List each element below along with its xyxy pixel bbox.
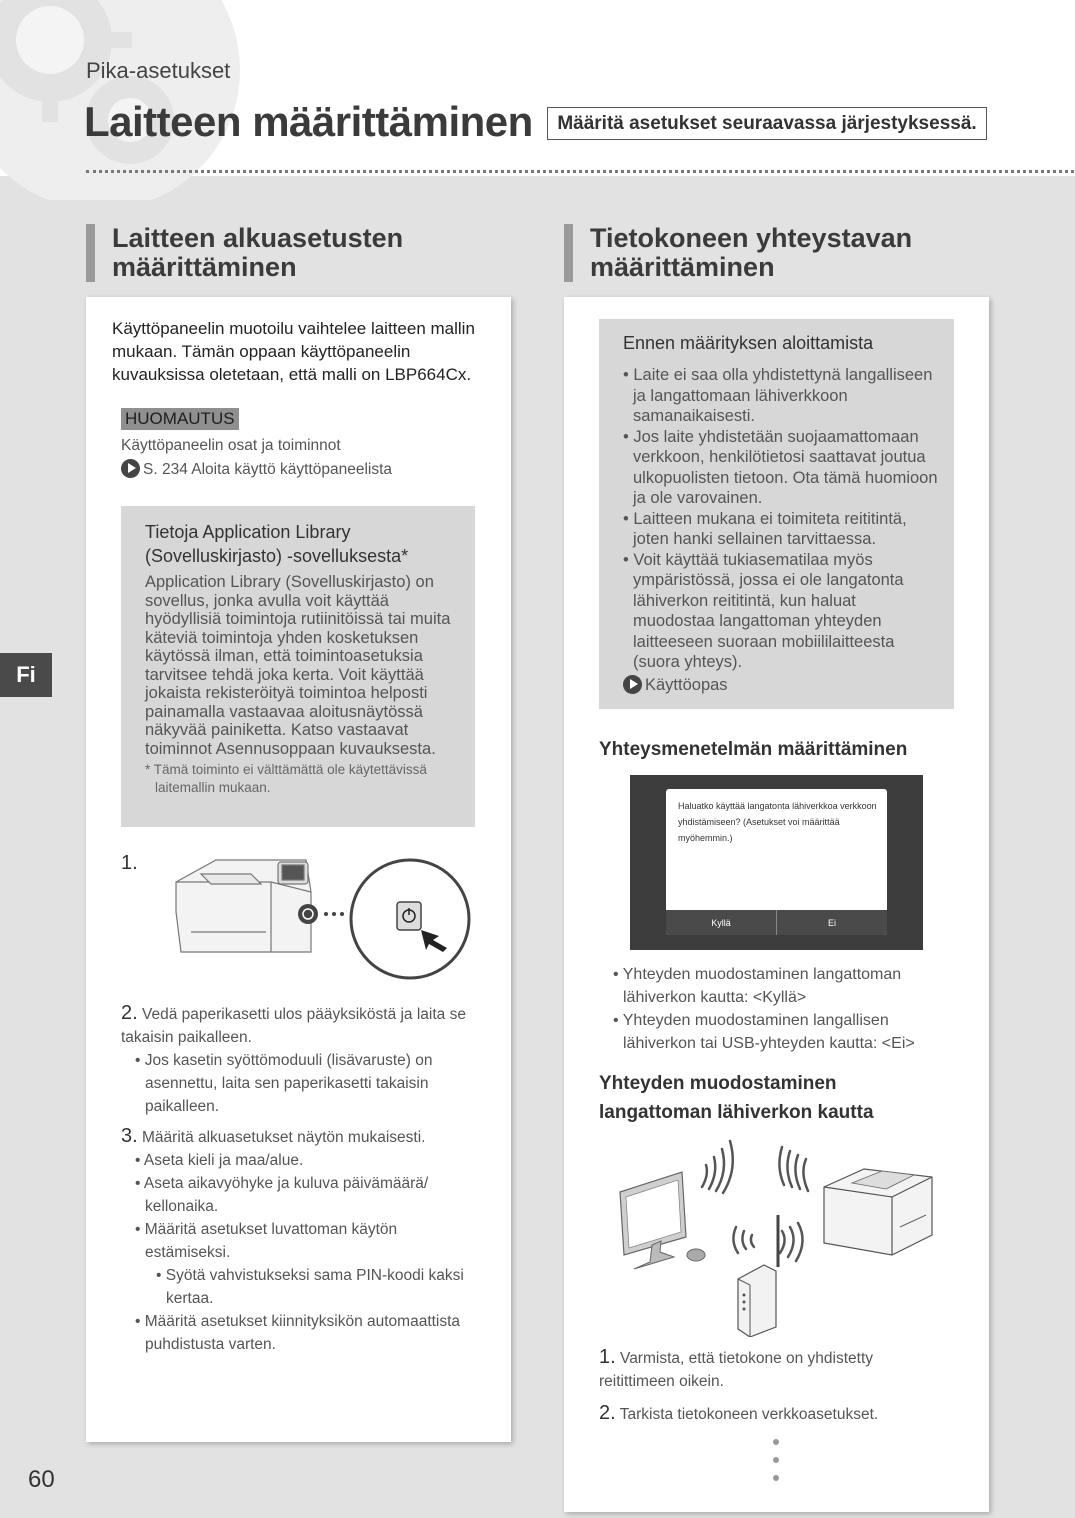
wifi-waves-icon	[702, 1141, 808, 1261]
yes-button[interactable]: Kyllä	[711, 917, 731, 928]
wireless-lan-dialog	[666, 789, 887, 935]
application-library-box	[121, 506, 475, 827]
dialog-question-line2: yhdistämiseen? (Asetukset voi määrittää myöhemmin.)	[678, 817, 840, 843]
right-heading-line2: määrittäminen	[590, 252, 775, 282]
wireless-lan-heading-line1: Yhteyden muodostaminen	[599, 1073, 837, 1094]
page-kicker: Pika-asetukset	[86, 58, 231, 83]
note-block	[121, 408, 392, 482]
note-text: Käyttöpaneelin osat ja toiminnot	[121, 437, 341, 454]
before-setup-bullet: • Jos laite yhdistetään suojaamattomaan verkkoon, henkilötietosi saattavat joutua ulkopuolisten tietoon. Ota tämä huomioon ja ole varovainen.	[623, 427, 938, 507]
page-number: 60	[28, 1466, 55, 1493]
note-reference-text: S. 234 Aloita käyttö käyttöpaneelista	[143, 461, 393, 478]
before-setup-bullet: • Laitteen mukana ei toimiteta reititintä, joten hanki sellainen tarvittaessa.	[623, 509, 907, 548]
connection-method-heading: Yhteysmenetelmän määrittäminen	[599, 739, 908, 760]
printer-icon	[176, 860, 311, 952]
user-guide-reference[interactable]	[623, 675, 938, 696]
monitor-icon	[620, 1172, 705, 1269]
right-section-heading	[564, 224, 912, 282]
left-heading-line1: Laitteen alkuasetusten	[112, 223, 404, 253]
before-setup-bullet: • Voit käyttää tukiasematilaa myös ympäristössä, jossa ei ole langatonta lähiverkon reititintä, kun haluat muodostaa langattoman yhteyden laitteeseen suoraan mobiililaitteesta (suora yhteys).	[623, 550, 904, 671]
control-panel-screen	[630, 775, 923, 950]
step-1-number: 1.	[121, 852, 138, 874]
connection-method-list	[613, 963, 933, 1055]
arrow-circle-icon	[121, 459, 140, 478]
printer-power-illustration	[171, 852, 471, 982]
wireless-step-2-number: 2.	[599, 1402, 616, 1424]
intro-text: Käyttöpaneelin muotoilu vaihtelee laitteen mallin mukaan. Tämän oppaan käyttöpaneelin kuvauksissa oletetaan, että malli on LBP664Cx.	[112, 319, 475, 384]
step-3-text: Määritä alkuasetukset näytön mukaisesti.	[142, 1129, 426, 1146]
right-panel	[564, 297, 989, 1512]
step-3-bullet: • Määritä asetukset luvattoman käytön estämiseksi.	[135, 1221, 398, 1261]
arrow-circle-icon	[623, 675, 642, 694]
step-2-text: Vedä paperikasetti ulos pääyksiköstä ja laita se takaisin paikalleen.	[121, 1006, 466, 1046]
note-label: HUOMAUTUS	[121, 408, 239, 430]
left-section-heading	[86, 224, 403, 282]
step-3-number: 3.	[121, 1125, 138, 1147]
language-tab: Fi	[0, 653, 52, 697]
wireless-step-2-text: Tarkista tietokoneen verkkoasetukset.	[619, 1406, 879, 1423]
right-heading-line1: Tietokoneen yhteystavan	[590, 223, 913, 253]
app-library-text: Application Library (Sovelluskirjasto) on sovellus, jonka avulla voit käyttää hyödyllisiä toimintoja rutiinitöissä tai muita käteviä toimintoja yhden kosketuksen käytössä ilman, että toimintoasetuksia tarvitsee tehdä joka kerta. Voit käyttää jokaista rekisteröityä toimintoa helposti painamalla vastaavaa aloitusnäytössä näkyvää painiketta. Katso vastaavat toiminnot Asennusoppaan kuvauksesta.	[145, 573, 451, 758]
step-3-bullet: • Aseta aikavyöhyke ja kuluva päivämäärä/ kellonaika.	[135, 1175, 429, 1215]
continuation-dots	[773, 1439, 779, 1493]
dialog-question-line1: Haluatko käyttää langatonta lähiverkkoa verkkoon	[678, 801, 877, 811]
order-instruction-box: Määritä asetukset seuraavassa järjestyksessä.	[547, 107, 987, 140]
wireless-step-1-text: Varmista, että tietokone on yhdistetty reitittimeen oikein.	[599, 1350, 874, 1390]
page-title: Laitteen määrittäminen	[84, 98, 533, 145]
step-2	[121, 1002, 471, 1118]
page-header	[0, 0, 1075, 176]
note-reference[interactable]	[121, 458, 392, 482]
app-library-footnote: * Tämä toiminto ei välttämättä ole käytettävissä laitemallin mukaan.	[145, 762, 427, 795]
wireless-step-2	[599, 1402, 939, 1426]
step-2-bullet: • Jos kasetin syöttömoduuli (lisävaruste) on asennettu, laita sen paperikasetti takaisin paikalleen.	[135, 1052, 433, 1115]
user-guide-reference-text: Käyttöopas	[645, 675, 728, 694]
wireless-lan-heading	[599, 1069, 874, 1127]
app-library-title-line1: Tietoja Application Library	[145, 522, 351, 542]
step-3	[121, 1125, 471, 1356]
header-divider	[86, 170, 1074, 173]
wireless-step-1	[599, 1346, 939, 1393]
step-3-sub-bullet: • Syötä vahvistukseksi sama PIN-koodi kaksi kertaa.	[156, 1267, 464, 1307]
method-bullet: • Yhteyden muodostaminen langallisen lähiverkon tai USB-yhteyden kautta: <Ei>	[613, 1012, 915, 1052]
wireless-lan-heading-line2: langattoman lähiverkon kautta	[599, 1102, 874, 1123]
app-library-title-line2: (Sovelluskirjasto) -sovelluksesta*	[145, 546, 409, 566]
left-heading-line2: määrittäminen	[112, 252, 297, 282]
before-setup-bullet: • Laite ei saa olla yhdistettynä langalliseen ja langattomaan lähiverkkoon samanaikaisesti.	[623, 366, 933, 425]
wireless-step-1-number: 1.	[599, 1346, 616, 1368]
before-setup-title: Ennen määrityksen aloittamista	[623, 333, 874, 353]
wireless-network-illustration	[614, 1137, 944, 1337]
left-panel	[86, 297, 511, 1442]
printer-icon	[824, 1169, 932, 1255]
dialog-buttons	[666, 910, 887, 935]
step-3-bullet: • Määritä asetukset kiinnityksikön automaattista puhdistusta varten.	[135, 1313, 461, 1353]
no-button[interactable]: Ei	[776, 910, 887, 935]
step-2-number: 2.	[121, 1002, 138, 1024]
method-bullet: • Yhteyden muodostaminen langattoman lähiverkon kautta: <Kyllä>	[613, 966, 902, 1006]
before-setup-box	[599, 319, 954, 709]
step-3-bullet: • Aseta kieli ja maa/alue.	[135, 1152, 304, 1169]
